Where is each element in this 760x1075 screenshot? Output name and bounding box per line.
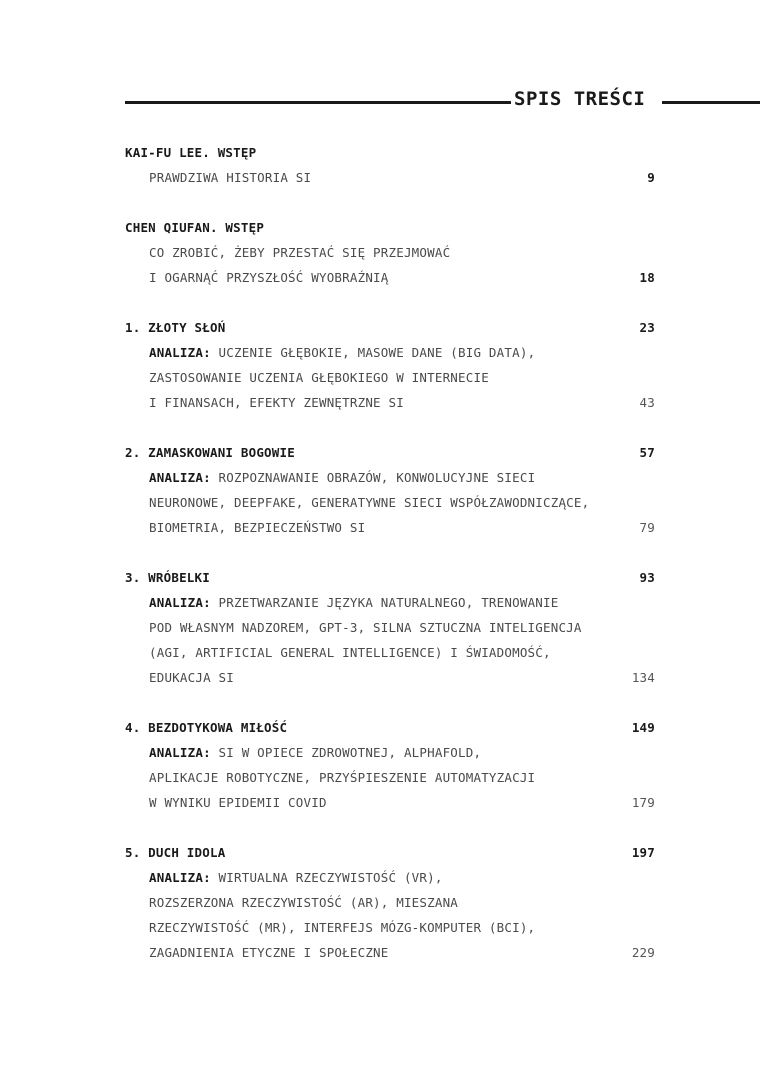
toc-section-heading[interactable] [125, 840, 655, 865]
toc-entry-line[interactable] [125, 665, 655, 690]
toc-entry-line[interactable] [125, 390, 655, 415]
toc-entry-text: POD WŁASNYM NADZOREM, GPT-3, SILNA SZTUCZNA INTELIGENCJA [149, 620, 582, 635]
toc-entry-text: CO ZROBIĆ, ŻEBY PRZESTAĆ SIĘ PRZEJMOWAĆ [149, 245, 451, 260]
toc-entry-line[interactable] [125, 340, 655, 365]
toc-page-number: 179 [631, 795, 655, 810]
toc-entry-text: PRZETWARZANIE JĘZYKA NATURALNEGO, TRENOWANIE [210, 595, 559, 610]
toc-heading-text: 2. ZAMASKOWANI BOGOWIE [125, 445, 295, 460]
toc-entry-line[interactable] [125, 615, 655, 640]
toc-section-heading[interactable] [125, 715, 655, 740]
toc-entry-line[interactable] [125, 790, 655, 815]
toc-section-heading[interactable] [125, 315, 655, 340]
toc-entry-text: WIRTUALNA RZECZYWISTOŚĆ (VR), [210, 870, 443, 885]
toc-page-number: 18 [639, 270, 655, 285]
toc-section [125, 840, 655, 965]
toc-entry-text: UCZENIE GŁĘBOKIE, MASOWE DANE (BIG DATA), [210, 345, 536, 360]
toc-entry-line[interactable] [125, 265, 655, 290]
toc-entry-text: W WYNIKU EPIDEMII COVID [149, 795, 327, 810]
section-spacer [125, 690, 655, 715]
table-of-contents [125, 140, 655, 965]
toc-entry-line[interactable] [125, 865, 655, 890]
toc-section [125, 140, 655, 190]
section-spacer [125, 815, 655, 840]
toc-entry-text: EDUKACJA SI [149, 670, 234, 685]
toc-analysis-label: ANALIZA: [149, 870, 211, 885]
toc-section-heading[interactable] [125, 440, 655, 465]
toc-entry-text: (AGI, ARTIFICIAL GENERAL INTELLIGENCE) I ŚWIADOMOŚĆ, [149, 645, 551, 660]
toc-section [125, 315, 655, 415]
toc-entry-text: I FINANSACH, EFEKTY ZEWNĘTRZNE SI [149, 395, 404, 410]
toc-entry-line[interactable] [125, 165, 655, 190]
toc-heading-text: 3. WRÓBELKI [125, 570, 210, 585]
toc-entry-text: I OGARNĄĆ PRZYSZŁOŚĆ WYOBRAŹNIĄ [149, 270, 389, 285]
toc-entry-line[interactable] [125, 890, 655, 915]
toc-heading-text: KAI-FU LEE. WSTĘP [125, 145, 257, 160]
toc-entry-line[interactable] [125, 590, 655, 615]
section-spacer [125, 540, 655, 565]
toc-entry-text: BIOMETRIA, BEZPIECZEŃSTWO SI [149, 520, 366, 535]
toc-page-number: 43 [639, 395, 655, 410]
toc-entry-line[interactable] [125, 465, 655, 490]
page-title: SPIS TREŚCI [514, 88, 646, 110]
toc-section [125, 215, 655, 290]
toc-entry-text: ZASTOSOWANIE UCZENIA GŁĘBOKIEGO W INTERNECIE [149, 370, 489, 385]
toc-page-number: 93 [639, 570, 655, 585]
toc-section-heading[interactable] [125, 215, 655, 240]
toc-page-number: 57 [639, 445, 655, 460]
toc-section-heading[interactable] [125, 140, 655, 165]
toc-heading-text: 4. BEZDOTYKOWA MIŁOŚĆ [125, 720, 288, 735]
toc-page-number: 134 [631, 670, 655, 685]
toc-analysis-label: ANALIZA: [149, 470, 211, 485]
toc-entry-line[interactable] [125, 365, 655, 390]
toc-heading-text: 1. ZŁOTY SŁOŃ [125, 320, 226, 335]
section-spacer [125, 415, 655, 440]
toc-analysis-label: ANALIZA: [149, 595, 211, 610]
toc-entry-line[interactable] [125, 490, 655, 515]
toc-entry-line[interactable] [125, 765, 655, 790]
section-spacer [125, 290, 655, 315]
toc-analysis-label: ANALIZA: [149, 745, 211, 760]
toc-entry-text: APLIKACJE ROBOTYCZNE, PRZYŚPIESZENIE AUTOMATYZACJI [149, 770, 536, 785]
toc-section [125, 565, 655, 690]
toc-heading-text: CHEN QIUFAN. WSTĘP [125, 220, 265, 235]
toc-section-heading[interactable] [125, 565, 655, 590]
toc-entry-text: RZECZYWISTOŚĆ (MR), INTERFEJS MÓZG-KOMPUTER (BCI), [149, 920, 536, 935]
toc-entry-line[interactable] [125, 915, 655, 940]
toc-entry-text: ROZPOZNAWANIE OBRAZÓW, KONWOLUCYJNE SIECI [210, 470, 536, 485]
toc-entry-text: SI W OPIECE ZDROWOTNEJ, ALPHAFOLD, [210, 745, 482, 760]
toc-entry-text: ZAGADNIENIA ETYCZNE I SPOŁECZNE [149, 945, 389, 960]
section-spacer [125, 190, 655, 215]
toc-analysis-label: ANALIZA: [149, 345, 211, 360]
toc-entry-text: NEURONOWE, DEEPFAKE, GENERATYWNE SIECI WSPÓŁZAWODNICZĄCE, [149, 495, 590, 510]
toc-page-number: 149 [631, 720, 655, 735]
toc-page-number: 23 [639, 320, 655, 335]
toc-section [125, 440, 655, 540]
toc-heading-text: 5. DUCH IDOLA [125, 845, 226, 860]
toc-entry-text: ROZSZERZONA RZECZYWISTOŚĆ (AR), MIESZANA [149, 895, 459, 910]
toc-section [125, 715, 655, 815]
toc-entry-line[interactable] [125, 640, 655, 665]
toc-entry-line[interactable] [125, 740, 655, 765]
toc-entry-line[interactable] [125, 515, 655, 540]
toc-entry-text: PRAWDZIWA HISTORIA SI [149, 170, 312, 185]
toc-entry-line[interactable] [125, 940, 655, 965]
toc-page-number: 79 [639, 520, 655, 535]
toc-page-number: 197 [631, 845, 655, 860]
toc-entry-line[interactable] [125, 240, 655, 265]
header-rule-left [125, 101, 511, 104]
header-rule-right [662, 101, 760, 104]
toc-page-number: 229 [631, 945, 655, 960]
toc-page-number: 9 [647, 170, 655, 185]
